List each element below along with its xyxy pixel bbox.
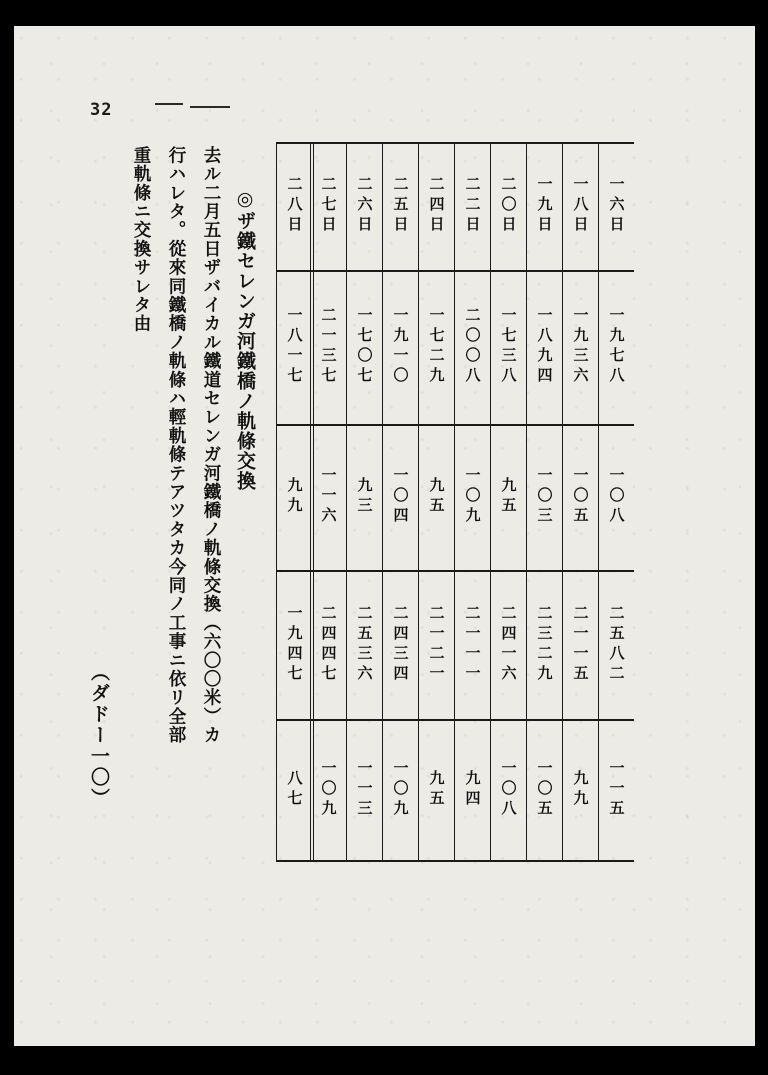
value-cell: 二一一五 (571, 604, 590, 685)
value-cell: 一〇四 (391, 467, 410, 527)
value-cell: 一〇五 (535, 759, 554, 820)
value-cell: 二五三六 (355, 604, 374, 685)
value-cell: 二〇〇八 (463, 307, 482, 387)
date-cell: 一六日 (607, 176, 626, 236)
value-cell: 一八一七 (285, 307, 304, 387)
value-cell: 八七 (285, 769, 304, 810)
article-body-line: 去ル二月五日ザバイカル鐵道セレンガ河鐵橋ノ軌條交換（六〇〇米）カ (201, 146, 221, 745)
source-reference: （ダドー一〇） (88, 662, 110, 809)
value-cell: 一八九四 (535, 307, 554, 387)
date-cell: 二七日 (319, 176, 338, 236)
article-body-line: 重軌條ニ交換サレタ由 (131, 146, 151, 333)
article-heading: ◎ザ鐵セレンガ河鐵橋ノ軌條交換 (234, 188, 256, 491)
value-cell: 一九四七 (285, 604, 304, 685)
value-cell: 二四四七 (319, 604, 338, 685)
value-cell: 一〇八 (499, 759, 518, 820)
value-cell: 一一三 (355, 759, 374, 820)
value-cell: 九三 (355, 477, 374, 517)
value-cell: 九五 (427, 477, 446, 517)
date-cell: 二〇日 (499, 176, 518, 236)
date-cell: 二五日 (391, 176, 410, 236)
value-cell: 一〇三 (535, 467, 554, 527)
date-cell: 二四日 (427, 176, 446, 236)
value-cell: 二五八二 (607, 604, 626, 685)
table-column (346, 142, 383, 862)
value-cell: 九四 (463, 769, 482, 810)
value-cell: 二一一一 (463, 604, 482, 685)
value-cell: 一〇五 (571, 467, 590, 527)
value-cell: 一九七八 (607, 307, 626, 387)
table-column (418, 142, 455, 862)
header-rule (190, 106, 230, 108)
value-cell: 九五 (499, 477, 518, 517)
value-cell: 一七二九 (427, 307, 446, 387)
value-cell: 一一六 (319, 467, 338, 527)
value-cell: 二一二一 (427, 604, 446, 685)
article-body-line: 行ハレタ。從來同鐵橋ノ軌條ハ輕軌條テアツタカ今同ノ工事ニ依リ全部 (166, 146, 186, 745)
date-cell: 一九日 (535, 176, 554, 236)
date-cell: 一八日 (571, 176, 590, 236)
value-cell: 二三二九 (535, 604, 554, 685)
table-column (382, 142, 419, 862)
table-column (490, 142, 527, 862)
value-cell: 一〇八 (607, 467, 626, 527)
table-column (454, 142, 491, 862)
data-table (276, 142, 634, 862)
date-cell: 二八日 (285, 176, 304, 236)
table-column (526, 142, 563, 862)
value-cell: 九九 (571, 769, 590, 810)
value-cell: 一〇九 (463, 467, 482, 527)
date-cell: 二六日 (355, 176, 374, 236)
value-cell: 二四三四 (391, 604, 410, 685)
value-cell: 一一五 (607, 759, 626, 820)
value-cell: 二一三七 (319, 307, 338, 387)
value-cell: 二四一六 (499, 604, 518, 685)
page-number: 32 (90, 100, 113, 120)
value-cell: 一九一〇 (391, 307, 410, 387)
value-cell: 一七〇七 (355, 307, 374, 387)
date-cell: 二二日 (463, 176, 482, 236)
header-rule (155, 103, 183, 105)
table-column (310, 142, 347, 862)
value-cell: 一〇九 (319, 759, 338, 820)
table-column (598, 142, 635, 862)
value-cell: 九五 (427, 769, 446, 810)
table-column (562, 142, 599, 862)
value-cell: 九九 (285, 477, 304, 517)
value-cell: 一〇九 (391, 759, 410, 820)
value-cell: 一九三六 (571, 307, 590, 387)
table-column (276, 142, 314, 862)
value-cell: 一七三八 (499, 307, 518, 387)
